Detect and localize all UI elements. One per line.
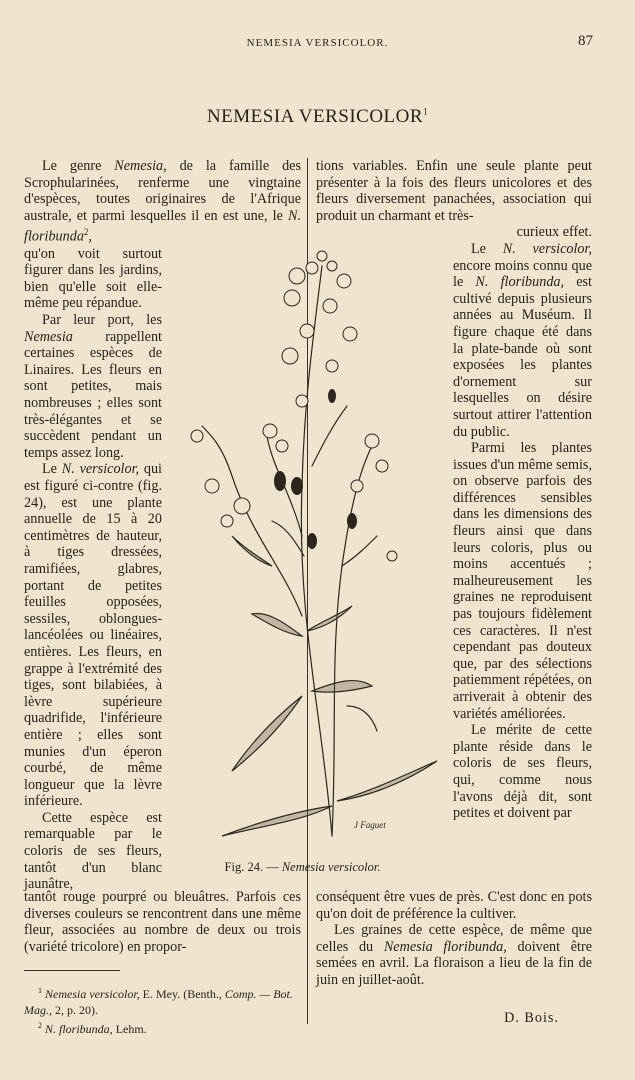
footnotes — [24, 983, 301, 1037]
right-paragraph-1: tions variables. Enfin une seule plante peut présenter à la fois des fleurs unicolores et des fleurs diversement panachées, association qui produit un charmant et très- — [316, 158, 592, 224]
flower — [343, 327, 357, 341]
flower — [282, 348, 298, 364]
left-paragraph-4: Cette espèce est remarquable par le coloris de ses fleurs, tantôt d'un blanc jaunâtre, — [24, 809, 162, 893]
left-stem — [202, 426, 302, 616]
page-number: 87 — [578, 33, 593, 49]
right-bottom-text — [316, 889, 592, 989]
flower — [337, 274, 351, 288]
running-head: NEMESIA VERSICOLOR. — [246, 37, 389, 49]
flower — [365, 434, 379, 448]
right-paragraph-4: Le mérite de cette plante réside dans le coloris de ses fleurs, qui, comme nous l'avons déjà dit, sont petites et doivent par — [453, 722, 592, 822]
left-wrapped-text — [24, 246, 162, 893]
flower-bud — [347, 513, 357, 529]
footnote-2: $^2$ N. floribunda, Lehm. — [38, 1021, 147, 1036]
right-paragraph-1-end: curieux effet. — [516, 224, 592, 241]
author-signature: D. Bois. — [504, 1010, 559, 1026]
flower — [191, 430, 203, 442]
flower — [289, 268, 305, 284]
flower — [296, 395, 308, 407]
leaf — [222, 806, 332, 836]
left-bottom-text — [24, 889, 301, 955]
right-stem — [332, 446, 372, 836]
right-wrapped-text — [453, 224, 592, 821]
flower — [263, 424, 277, 438]
right-paragraph-2: Le N. versicolor, encore moins connu que le N. floribunda, est cultivé depuis plusieurs années au Muséum. Il figure chaque été dans la plate-bande où sont exposées les plantes d'ornement sur lesquelles on désire surtout attirer l'attention du public. — [453, 240, 593, 440]
flower — [300, 324, 314, 338]
footnote-rule — [24, 970, 120, 971]
title-footnote-mark: 1 — [423, 106, 429, 117]
flower-bud — [291, 477, 303, 495]
leaf — [252, 613, 302, 636]
leaf — [232, 536, 272, 566]
figure-caption: Fig. 24. — Nemesia versicolor. — [224, 860, 381, 874]
flower — [327, 261, 337, 271]
footnote-1: $^1$ Nemesia versicolor, E. Mey. (Benth., Comp. — Bot. Mag., 2, p. 20). — [24, 986, 293, 1017]
left-paragraph-1-cont: qu'on voit surtout figurer dans les jardins, bien qu'elle soit elle-même peu répandue. — [24, 245, 162, 312]
left-paragraph-3: Le N. versicolor, qui est figuré ci-contre (fig. 24), est une plante annuelle de 15 à 20 centimètres de hauteur, à tiges dressées, ramifiées, glabres, portant de petites feuilles opposées, sessiles, oblongues-lancéolées ou linéaires, entières. Les fleurs, en grappe à l'extrémité des tiges, sont bilabiées, à lèvre supérieure quadrifide, l'inférieure entière ; elles sont munies d'un éperon courbé, de même longueur que la lèvre inférieure. — [24, 461, 162, 810]
flower — [221, 515, 233, 527]
leaf — [337, 761, 437, 801]
flower-bud — [307, 533, 317, 549]
flower — [323, 299, 337, 313]
flower — [234, 498, 250, 514]
left-paragraph-4-cont: tantôt rouge pourpré ou bleuâtres. Parfois ces diverses couleurs se rencontrent dans une même fleur, associées au nombre de deux ou trois (variété tricolore) en propor- — [24, 889, 301, 955]
flower — [351, 480, 363, 492]
flower-bud — [274, 471, 286, 491]
leaf — [307, 606, 352, 631]
artist-signature: J Faguet — [354, 820, 386, 830]
leaf — [342, 536, 377, 566]
leaf — [232, 696, 302, 771]
flower — [284, 290, 300, 306]
title-text: NEMESIA VERSICOLOR — [206, 106, 424, 127]
flower — [306, 262, 318, 274]
main-stem — [301, 266, 332, 836]
left-paragraph-2: Par leur port, les Nemesia rappellent certaines espèces de Linaires. Les fleurs en sont petites, mais nombreuses ; elles sont très-élégantes et se succèdent pendant un temps assez long. — [24, 312, 162, 461]
flower — [205, 479, 219, 493]
article-title — [0, 106, 635, 128]
leaf — [347, 706, 377, 731]
right-paragraph-5: Les graines de cette espèce, de même que celles du Nemesia floribunda, doivent être semées en avril. La floraison a lieu de la fin de juin en juillet-août. — [316, 922, 592, 988]
flower — [276, 440, 288, 452]
right-paragraph-4-cont: conséquent être vues de près. C'est donc en pots qu'on doit de préférence la cultiver. — [316, 889, 592, 922]
plant-illustration — [172, 236, 454, 856]
flower — [326, 360, 338, 372]
flower-bud — [328, 389, 336, 403]
flower — [317, 251, 327, 261]
upper-branch — [312, 406, 347, 466]
flower — [376, 460, 388, 472]
leaf — [312, 681, 372, 693]
left-paragraph-1: Le genre Nemesia, de la famille des Scrophularinées, renferme une vingtaine d'espèces, toutes originaires de l'Afrique australe, et parmi lesquelles il en est une, le N. floribunda$^2$, — [24, 158, 301, 246]
flower — [387, 551, 397, 561]
right-paragraph-3: Parmi les plantes issues d'un même semis, on observe parfois des différences sensibles dans les dimensions des fleurs ainsi que dans leurs coloris, plus ou moins accentués ; malheureusement les graines ne reproduisent pas toujours fidèlement ces caractères. Il n'est cependant pas douteux que, par des sélections patiemment répétées, on arriverait à obtenir des variétés améliorées. — [453, 440, 592, 722]
